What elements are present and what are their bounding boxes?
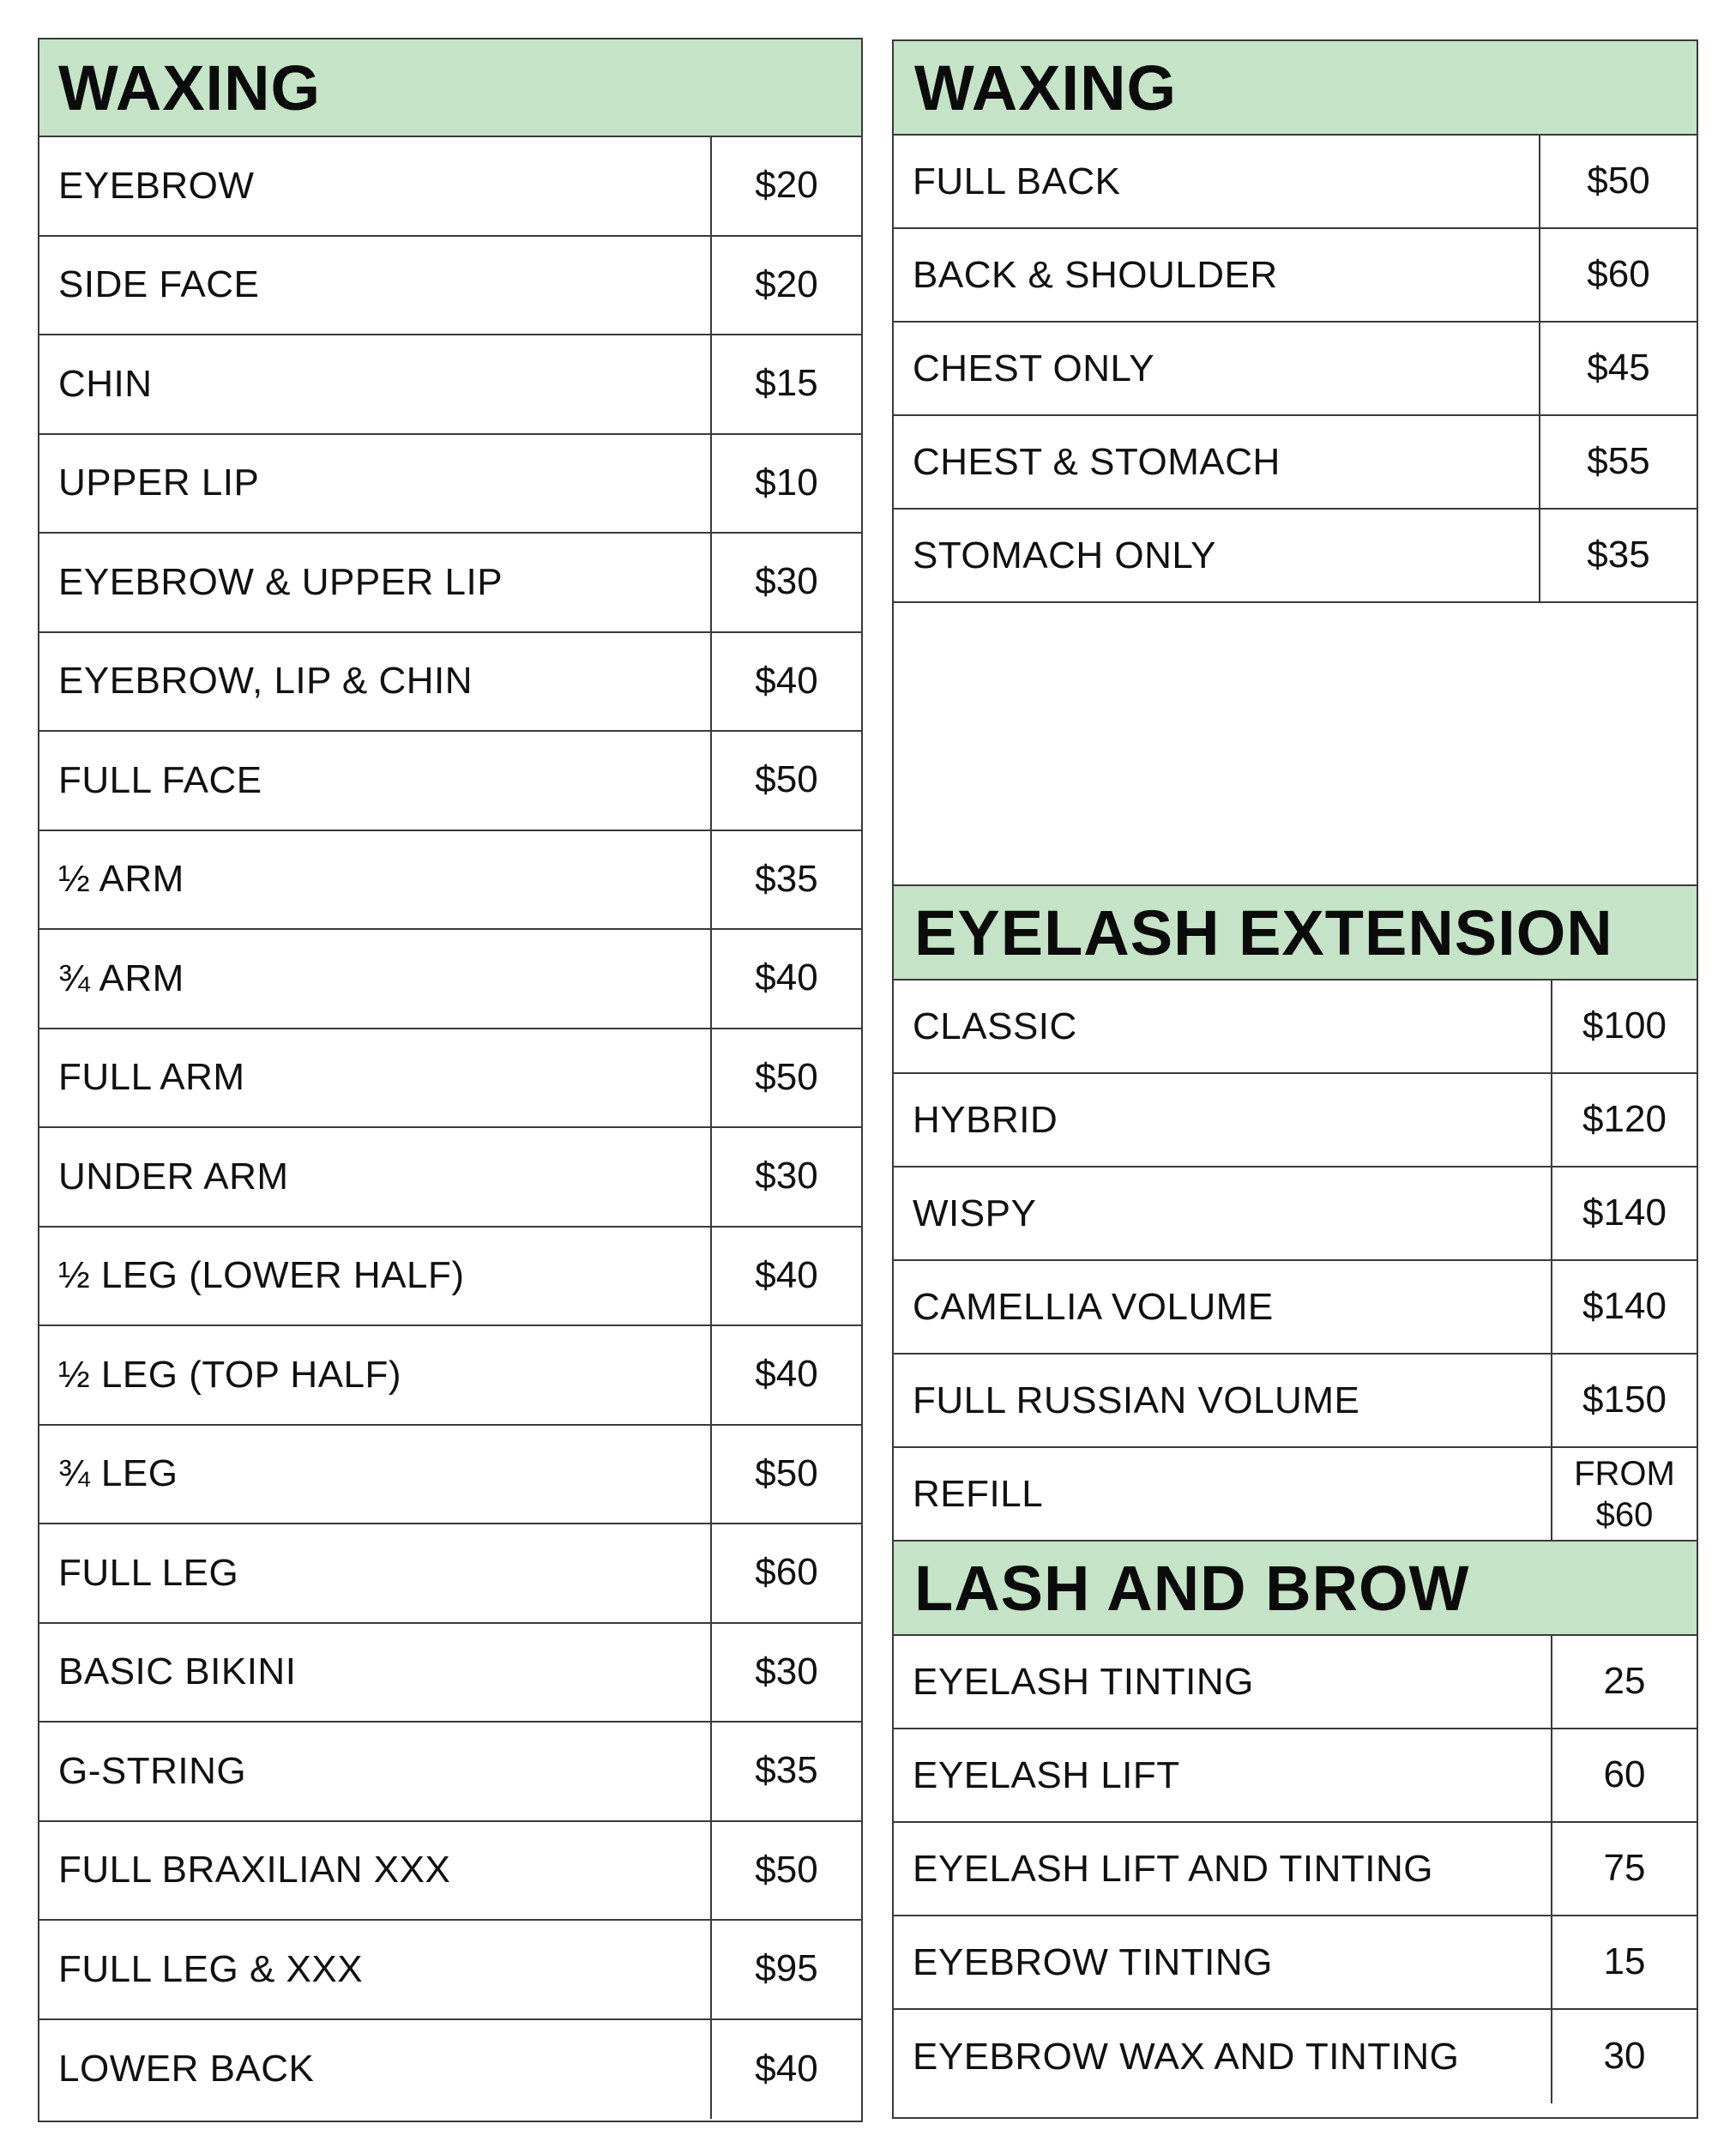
price-row — [894, 1168, 1697, 1261]
service-price: $35 — [710, 1723, 861, 1820]
service-name: HYBRID — [913, 1098, 1058, 1141]
service-name: FULL FACE — [58, 758, 262, 801]
service-name: FULL LEG & XXX — [58, 1947, 364, 1990]
service-name: ½ ARM — [58, 858, 184, 901]
service-name: BACK & SHOULDER — [913, 253, 1278, 296]
price-row — [894, 980, 1697, 1074]
section-title-lash-and-brow: LASH AND BROW — [894, 1542, 1697, 1636]
service-price: $15 — [710, 335, 861, 433]
price-row — [894, 1355, 1697, 1448]
eyelash-extension-section — [894, 886, 1697, 1542]
service-name: FULL LEG — [58, 1551, 239, 1594]
service-price: FROM $60 — [1551, 1448, 1697, 1540]
service-price: $40 — [710, 1228, 861, 1325]
service-name: FULL ARM — [58, 1056, 245, 1099]
service-name: EYELASH LIFT AND TINTING — [913, 1847, 1433, 1890]
service-price: $150 — [1551, 1355, 1697, 1446]
service-name: ¾ ARM — [58, 956, 184, 999]
price-row — [894, 1729, 1697, 1823]
service-price: $95 — [710, 1921, 861, 2018]
price-row — [39, 1029, 861, 1129]
price-row — [894, 229, 1697, 323]
price-row — [894, 323, 1697, 416]
price-row — [894, 1636, 1697, 1729]
service-name: G-STRING — [58, 1749, 247, 1792]
price-row — [894, 1448, 1697, 1542]
service-price: 30 — [1551, 2010, 1697, 2103]
price-row — [39, 137, 861, 237]
price-row — [894, 1823, 1697, 1916]
service-price: $35 — [710, 831, 861, 929]
service-price: $50 — [1539, 136, 1697, 227]
service-price: $50 — [710, 1426, 861, 1524]
service-price: 75 — [1551, 1823, 1697, 1915]
service-price: $40 — [710, 930, 861, 1028]
service-price: $140 — [1551, 1261, 1697, 1353]
blank-space — [894, 603, 1697, 886]
price-row — [39, 1326, 861, 1426]
service-name: EYEBROW, LIP & CHIN — [58, 660, 473, 703]
price-row — [39, 335, 861, 435]
service-price: 25 — [1551, 1636, 1697, 1728]
service-name: ½ LEG (TOP HALF) — [58, 1353, 402, 1396]
price-row — [39, 1624, 861, 1723]
service-name: CHIN — [58, 362, 153, 405]
service-price: $140 — [1551, 1168, 1697, 1259]
price-row — [39, 1822, 861, 1922]
lash-and-brow-section — [894, 1542, 1697, 2103]
service-price: 60 — [1551, 1729, 1697, 1821]
service-price: $30 — [710, 1128, 861, 1226]
service-price: $55 — [1539, 416, 1697, 508]
service-name: UPPER LIP — [58, 462, 260, 504]
service-price: $20 — [710, 137, 861, 235]
price-row — [894, 2010, 1697, 2103]
price-row — [39, 732, 861, 831]
service-price: $60 — [710, 1524, 861, 1622]
price-row — [39, 930, 861, 1029]
service-name: CHEST ONLY — [913, 347, 1155, 389]
service-price: $100 — [1551, 980, 1697, 1072]
price-row — [894, 416, 1697, 510]
service-price: $10 — [710, 435, 861, 533]
service-price: $40 — [710, 633, 861, 731]
price-row — [39, 831, 861, 931]
service-price: $50 — [710, 1029, 861, 1127]
price-row — [39, 1426, 861, 1525]
price-row — [894, 1261, 1697, 1355]
service-name: BASIC BIKINI — [58, 1650, 297, 1693]
service-name: FULL RUSSIAN VOLUME — [913, 1379, 1360, 1421]
price-row — [39, 1921, 861, 2020]
service-name: CHEST & STOMACH — [913, 440, 1281, 483]
service-name: EYEBROW TINTING — [913, 1940, 1273, 1983]
price-table-right — [892, 39, 1698, 2119]
price-row — [894, 1916, 1697, 2010]
service-name: EYEBROW — [58, 164, 255, 207]
service-price: $35 — [1539, 510, 1697, 601]
service-name: SIDE FACE — [58, 263, 260, 306]
service-name: FULL BACK — [913, 160, 1121, 202]
price-row — [39, 1723, 861, 1822]
waxing-section-right — [894, 41, 1697, 603]
service-price: $20 — [710, 237, 861, 335]
service-name: ¾ LEG — [58, 1452, 178, 1495]
price-row — [894, 136, 1697, 229]
service-price: 15 — [1551, 1916, 1697, 2008]
price-row — [39, 237, 861, 336]
service-price: $120 — [1551, 1074, 1697, 1166]
service-name: CLASSIC — [913, 1005, 1077, 1047]
service-name: STOMACH ONLY — [913, 534, 1216, 576]
service-name: LOWER BACK — [58, 2048, 315, 2091]
service-price: $30 — [710, 534, 861, 631]
price-row — [39, 1228, 861, 1327]
service-name: EYEBROW & UPPER LIP — [58, 560, 503, 603]
service-price: $50 — [710, 732, 861, 830]
price-row — [39, 633, 861, 733]
service-name: EYEBROW WAX AND TINTING — [913, 2035, 1460, 2078]
service-name: EYELASH LIFT — [913, 1753, 1180, 1796]
service-name: REFILL — [913, 1472, 1044, 1515]
section-title-waxing: WAXING — [39, 39, 861, 137]
price-row — [39, 2020, 861, 2120]
price-row — [39, 1524, 861, 1624]
section-title-eyelash-extension: EYELASH EXTENSION — [894, 886, 1697, 980]
service-name: UNDER ARM — [58, 1155, 289, 1198]
price-row — [39, 534, 861, 633]
section-title-waxing: WAXING — [894, 41, 1697, 136]
service-price: $30 — [710, 1624, 861, 1722]
price-row — [894, 1074, 1697, 1168]
service-name: ½ LEG (LOWER HALF) — [58, 1254, 465, 1297]
service-price: $40 — [710, 1326, 861, 1424]
price-row — [39, 435, 861, 534]
service-name: EYELASH TINTING — [913, 1660, 1254, 1703]
service-price: $50 — [710, 1822, 861, 1920]
service-name: CAMELLIA VOLUME — [913, 1285, 1274, 1328]
price-row — [894, 510, 1697, 603]
service-price: $40 — [710, 2020, 861, 2120]
price-row — [39, 1128, 861, 1228]
service-name: WISPY — [913, 1192, 1037, 1234]
service-name: FULL BRAXILIAN XXX — [58, 1849, 451, 1892]
service-price: $60 — [1539, 229, 1697, 321]
waxing-price-table-left — [38, 38, 863, 2122]
service-price: $45 — [1539, 323, 1697, 414]
